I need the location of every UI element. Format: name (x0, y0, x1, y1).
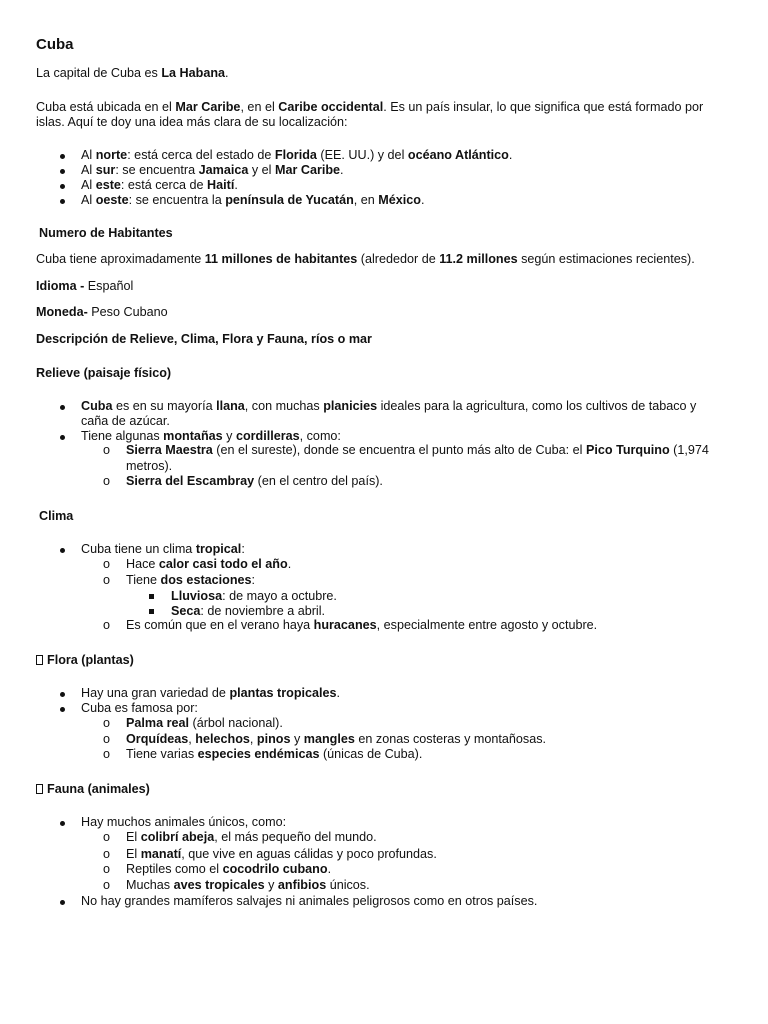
bold-text: Pico Turquino (585, 443, 670, 457)
page-title: Cuba (36, 36, 74, 53)
sub-bullet-marker: o (103, 716, 111, 730)
text: , (188, 732, 196, 746)
list-item: Hay muchos animales únicos, como: (81, 815, 287, 829)
bold-text: México (378, 193, 421, 207)
text: El (126, 830, 141, 844)
heading-text: Fauna (animales) (47, 782, 150, 796)
text: y (264, 878, 278, 892)
text: : de mayo a octubre. (222, 589, 337, 603)
missing-glyph-icon (36, 655, 43, 665)
text: , como: (299, 429, 341, 443)
bold-text: Seca (171, 604, 201, 618)
text: Es común que en el verano haya (126, 618, 314, 632)
sub-list-item (126, 847, 437, 862)
bullet-dot (60, 900, 65, 905)
section-heading-flora (36, 653, 134, 668)
text: (en el sureste), donde se encuentra el punto más alto de Cuba: el (212, 443, 586, 457)
text: : está cerca del estado de (127, 148, 275, 162)
moneda-line (36, 305, 168, 320)
bold-text: sur (95, 163, 116, 177)
bullet-dot (60, 821, 65, 826)
idioma-label: Idioma - (36, 279, 88, 293)
text: , que vive en aguas cálidas y poco profundas. (181, 847, 437, 861)
bold-text: huracanes (313, 618, 377, 632)
sub-list-item-line2: metros). (126, 459, 173, 473)
text: . Es un país insular, lo que significa que está formado por (383, 100, 704, 114)
text: (árbol nacional). (189, 716, 283, 730)
text: : está cerca de (120, 178, 208, 192)
text: únicos. (326, 878, 370, 892)
bullet-dot (60, 548, 65, 553)
text: : (241, 542, 245, 556)
section-heading-clima: Clima (39, 509, 74, 523)
square-bullet (149, 594, 154, 599)
text: , con muchas (244, 399, 324, 413)
bullet-dot (60, 435, 65, 440)
text: Al (81, 193, 96, 207)
text: , (249, 732, 257, 746)
sub-bullet-marker: o (103, 573, 111, 587)
bold-text: Mar Caribe (274, 163, 341, 177)
bold-text: oeste (95, 193, 129, 207)
bold-text: cordilleras (235, 429, 300, 443)
heading-text: Flora (plantas) (47, 653, 134, 667)
bullet-dot (60, 169, 65, 174)
text: Cuba tiene aproximadamente (36, 252, 205, 266)
bold-text: este (95, 178, 121, 192)
sub-bullet-marker: o (103, 830, 111, 844)
list-item (81, 193, 425, 208)
text: Hace (126, 557, 159, 571)
text: . (508, 148, 513, 162)
bold-text: Sierra del Escambray (126, 474, 255, 488)
text: según estimaciones recientes). (517, 252, 695, 266)
bold-text: llana (216, 399, 245, 413)
text: (alrededor de (357, 252, 440, 266)
sub-bullet-marker: o (103, 618, 111, 632)
sub-list-item (126, 474, 383, 489)
sub-list-item (126, 878, 370, 893)
list-item (81, 399, 696, 414)
text: . (287, 557, 292, 571)
square-bullet (149, 609, 154, 614)
text: , en el (240, 100, 279, 114)
bullet-dot (60, 154, 65, 159)
bullet-dot (60, 184, 65, 189)
bold-text: Haití (207, 178, 235, 192)
text: ideales para la agricultura, como los cultivos de tabaco y (377, 399, 697, 413)
text: es en su mayoría (112, 399, 217, 413)
bold-text: océano Atlántico (407, 148, 509, 162)
text: Tiene varias (126, 747, 198, 761)
section-heading-relieve: Relieve (paisaje físico) (36, 366, 172, 380)
sub-list-item (126, 573, 255, 588)
bold-text: colibrí abeja (140, 830, 215, 844)
sub-list-item (126, 618, 597, 633)
text: Cuba tiene un clima (81, 542, 196, 556)
text: en zonas costeras y montañosas. (354, 732, 546, 746)
text: : (251, 573, 256, 587)
moneda-value: Peso Cubano (87, 305, 168, 319)
missing-glyph-icon (36, 784, 43, 794)
sub-list-item (126, 732, 546, 747)
bold-text: Caribe occidental (278, 100, 384, 114)
text: : de noviembre a abril. (200, 604, 326, 618)
capital-name: La Habana (161, 66, 226, 80)
text: . (421, 193, 425, 207)
sub-bullet-marker: o (103, 557, 111, 571)
text: : se encuentra la (128, 193, 226, 207)
bold-text: Sierra Maestra (126, 443, 213, 457)
bold-text: dos estaciones (160, 573, 252, 587)
bold-text: calor casi todo el año (158, 557, 288, 571)
bold-text: 11.2 millones (439, 252, 518, 266)
bullet-dot (60, 707, 65, 712)
sub-sub-list-item (171, 589, 337, 604)
bold-text: anfibios (277, 878, 327, 892)
location-paragraph (36, 100, 703, 115)
sub-bullet-marker: o (103, 747, 111, 761)
text: El (126, 847, 141, 861)
list-item (81, 686, 340, 701)
list-item-line2: caña de azúcar. (81, 414, 170, 428)
sub-bullet-marker: o (103, 443, 111, 457)
bold-text: Orquídeas (126, 732, 189, 746)
text: Al (81, 148, 96, 162)
sub-bullet-marker: o (103, 847, 111, 861)
sub-list-item (126, 557, 291, 572)
list-item (81, 148, 512, 163)
list-item (81, 163, 344, 178)
text: Muchas (126, 878, 174, 892)
idioma-value: Español (87, 279, 134, 293)
text: , especialmente entre agosto y octubre. (376, 618, 598, 632)
bold-text: helechos (195, 732, 250, 746)
text: (en el centro del país). (254, 474, 383, 488)
text: (únicas de Cuba). (319, 747, 423, 761)
text: y el (248, 163, 275, 177)
bold-text: Mar Caribe (175, 100, 241, 114)
text: . (234, 178, 238, 192)
text: Al (81, 178, 96, 192)
text: Tiene (126, 573, 161, 587)
bullet-dot (60, 692, 65, 697)
text: y (222, 429, 236, 443)
text: , el más pequeño del mundo. (214, 830, 377, 844)
location-paragraph-line2: islas. Aquí te doy una idea más clara de su localización: (36, 115, 348, 129)
text: , en (353, 193, 379, 207)
sub-list-item (126, 862, 331, 877)
bold-text: Jamaica (198, 163, 249, 177)
text: y (290, 732, 304, 746)
text: (EE. UU.) y del (316, 148, 408, 162)
text: . (225, 66, 229, 80)
text: : se encuentra (115, 163, 199, 177)
text: La capital de Cuba es (36, 66, 162, 80)
sub-bullet-marker: o (103, 862, 111, 876)
text: Cuba está ubicada en el (36, 100, 176, 114)
bold-text: cocodrilo cubano (222, 862, 328, 876)
section-heading-habitantes: Numero de Habitantes (39, 226, 173, 240)
list-item (81, 178, 238, 193)
bold-text: manatí (140, 847, 182, 861)
section-heading-fauna (36, 782, 150, 797)
bold-text: especies endémicas (197, 747, 320, 761)
idioma-line (36, 279, 133, 294)
sub-bullet-marker: o (103, 474, 111, 488)
bullet-dot (60, 199, 65, 204)
bold-text: aves tropicales (173, 878, 265, 892)
text: Tiene algunas (81, 429, 164, 443)
text: Al (81, 163, 96, 177)
moneda-label: Moneda- (36, 305, 88, 319)
bold-text: Cuba (81, 399, 113, 413)
habitantes-paragraph (36, 252, 695, 267)
bold-text: pinos (256, 732, 291, 746)
sub-bullet-marker: o (103, 878, 111, 892)
bold-text: norte (95, 148, 128, 162)
sub-bullet-marker: o (103, 732, 111, 746)
bullet-dot (60, 405, 65, 410)
sub-list-item (126, 716, 283, 731)
text: Hay una gran variedad de (81, 686, 230, 700)
text: . (340, 163, 344, 177)
bold-text: planicies (323, 399, 378, 413)
list-item (81, 429, 341, 444)
text: . (336, 686, 341, 700)
list-item: No hay grandes mamíferos salvajes ni animales peligrosos como en otros países. (81, 894, 538, 908)
list-item (81, 542, 245, 557)
section-heading-descripcion: Descripción de Relieve, Clima, Flora y Fauna, ríos o mar (36, 332, 372, 346)
bold-text: Florida (274, 148, 317, 162)
bold-text: plantas tropicales (229, 686, 337, 700)
bold-text: península de Yucatán (225, 193, 354, 207)
sub-list-item (126, 443, 709, 458)
text: Reptiles como el (126, 862, 223, 876)
sub-sub-list-item (171, 604, 325, 619)
text: (1,974 (669, 443, 709, 457)
bold-text: mangles (303, 732, 355, 746)
text: . (327, 862, 332, 876)
bold-text: tropical (195, 542, 242, 556)
sub-list-item (126, 830, 377, 845)
bold-text: Lluviosa (171, 589, 223, 603)
bold-text: 11 millones de habitantes (204, 252, 358, 266)
sub-list-item (126, 747, 422, 762)
list-item: Cuba es famosa por: (81, 701, 198, 715)
bold-text: Palma real (126, 716, 190, 730)
capital-paragraph (36, 66, 229, 81)
bold-text: montañas (163, 429, 223, 443)
